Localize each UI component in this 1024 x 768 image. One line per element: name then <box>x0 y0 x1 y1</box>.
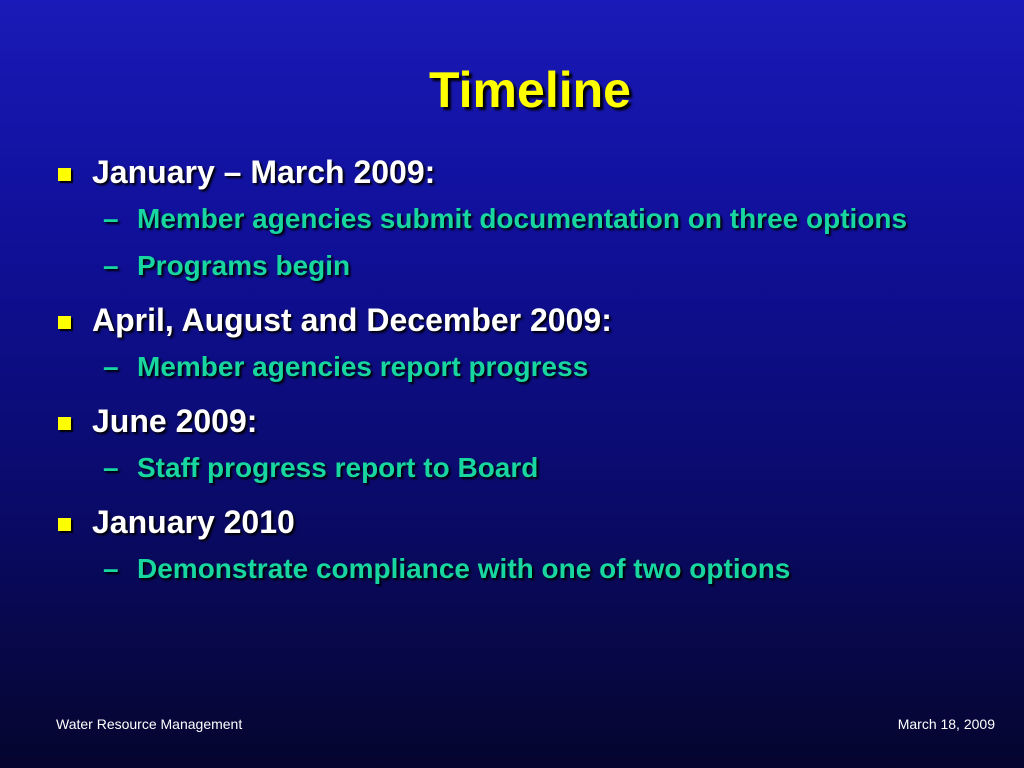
bullet-item <box>55 152 975 192</box>
sub-bullet-text: Programs begin <box>137 250 351 281</box>
bullet-heading: January 2010 <box>92 504 295 540</box>
dash-icon: – <box>103 553 119 584</box>
bullet-item <box>55 300 975 340</box>
footer-date: March 18, 2009 <box>897 716 995 732</box>
bullet-list <box>55 152 975 589</box>
square-bullet-icon <box>58 316 71 329</box>
bullet-item <box>55 502 975 542</box>
sub-bullet-item <box>55 346 975 387</box>
square-bullet-icon <box>58 168 71 181</box>
square-bullet-icon <box>58 518 71 531</box>
sub-bullet-text: Member agencies report progress <box>137 351 589 382</box>
sub-bullet-text: Staff progress report to Board <box>137 452 539 483</box>
square-bullet-icon <box>58 417 71 430</box>
bullet-item <box>55 401 975 441</box>
dash-icon: – <box>103 452 119 483</box>
bullet-heading: January – March 2009: <box>92 154 436 190</box>
dash-icon: – <box>103 203 119 234</box>
dash-icon: – <box>103 351 119 382</box>
bullet-heading: April, August and December 2009: <box>92 302 612 338</box>
sub-bullet-item <box>55 245 975 286</box>
sub-bullet-item <box>55 548 975 589</box>
dash-icon: – <box>103 250 119 281</box>
footer-organization: Water Resource Management <box>56 716 243 732</box>
slide-title: Timeline <box>429 62 631 118</box>
sub-bullet-item <box>55 447 975 488</box>
sub-bullet-item <box>55 198 975 239</box>
sub-bullet-text: Member agencies submit documentation on three options <box>137 203 908 234</box>
sub-bullet-text: Demonstrate compliance with one of two options <box>137 553 791 584</box>
bullet-heading: June 2009: <box>92 403 258 439</box>
